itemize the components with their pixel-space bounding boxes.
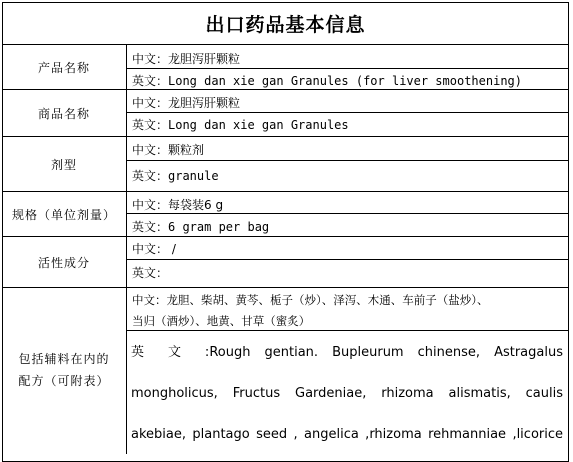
label-formula-line2: 配方（可附表） <box>18 374 110 388</box>
formula-en-line3: akebiae, plantago seed , angelica ,rhizoma rehmanniae ,licorice <box>131 427 563 442</box>
label-product-name: 产品名称 <box>37 61 90 75</box>
subrow-divider <box>127 160 568 161</box>
subrow-divider <box>127 330 568 331</box>
row-divider <box>3 287 568 288</box>
label-trade-name: 商品名称 <box>37 106 90 121</box>
active-ingredient-en: 英文： <box>132 266 169 280</box>
label-formula <box>3 340 125 400</box>
specification-cn: 中文：每袋装6 g <box>132 198 224 212</box>
formula-cn: 中文：龙胆、柴胡、黄芩、栀子（炒）、泽泻、木通、车前子（盐炒）、 <box>132 293 489 307</box>
subrow-divider <box>127 68 568 69</box>
product-name-cn: 中文：龙胆泻肝颗粒 <box>132 52 241 66</box>
formula-en <box>131 332 563 455</box>
column-divider <box>126 45 127 454</box>
trade-name-en: 英文：Long dan xie gan Granules <box>132 118 349 132</box>
active-ingredient-cn: 中文： / <box>132 242 176 256</box>
formula-en-line2: mongholicus, Fructus Gardeniae, rhizoma alismatis, caulis <box>131 386 563 401</box>
label-specification: 规格（单位剂量） <box>11 207 116 222</box>
subrow-divider <box>127 112 568 113</box>
label-dosage-form: 剂型 <box>50 157 77 172</box>
product-name-en: 英文：Long dan xie gan Granules (for liver smoothening) <box>132 74 523 88</box>
formula-cn-line2: 当归（酒炒）、地黄、甘草（蜜炙） <box>132 314 311 328</box>
subrow-divider <box>127 213 568 214</box>
page-title: 出口药品基本信息 <box>3 3 568 45</box>
label-active-ingredient: 活性成分 <box>37 255 90 270</box>
trade-name-cn: 中文：龙胆泻肝颗粒 <box>132 96 241 110</box>
dosage-form-en: 英文：granule <box>132 169 219 183</box>
subrow-divider <box>127 259 568 260</box>
formula-en-line1: 英 文 :Rough gentian. Bupleurum chinense, Astragalus <box>131 345 563 360</box>
dosage-form-cn: 中文：颗粒剂 <box>132 143 205 157</box>
label-formula-line1: 包括辅料在内的 <box>18 352 110 366</box>
specification-en: 英文：6 gram per bag <box>132 220 270 234</box>
